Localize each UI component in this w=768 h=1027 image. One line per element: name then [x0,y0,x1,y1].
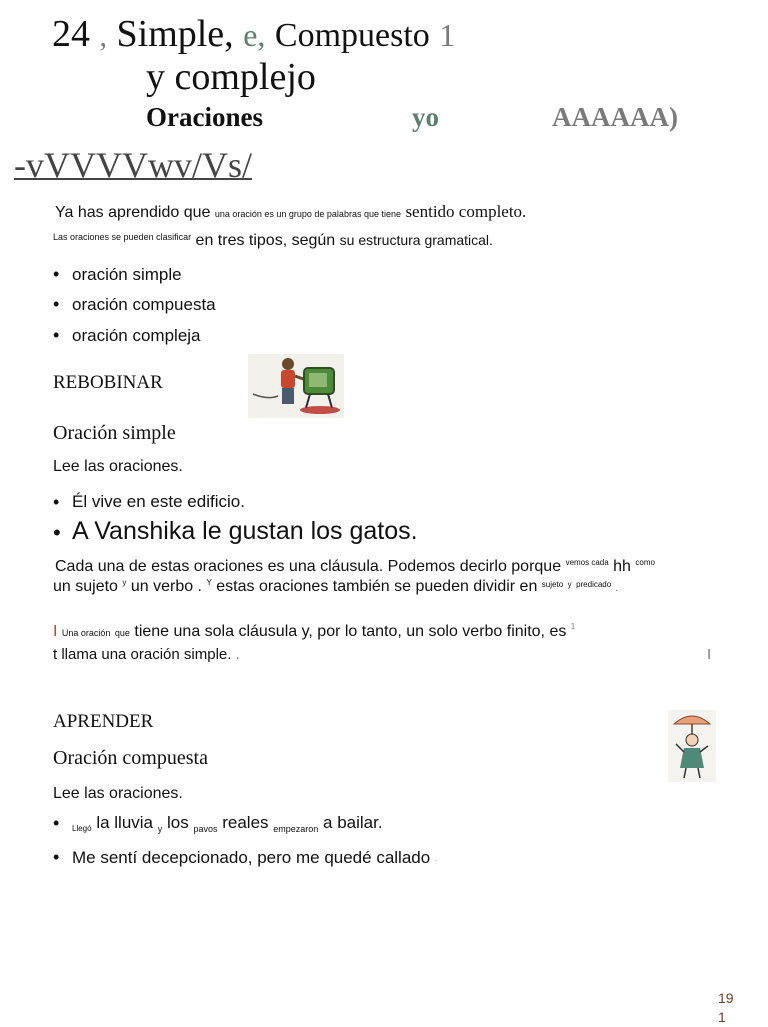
ex1-text-e: pavos [193,824,218,834]
expl-text-c: hh [613,558,631,575]
expl-text-b: vemos cada [565,558,609,567]
expl-text-f: y [122,578,127,587]
tv-man-illustration [248,354,344,418]
page-number-line-1: 19 [718,990,734,1006]
instruction-lee-2: Lee las oraciones. [53,785,183,802]
bullet-dot: • [53,325,60,345]
bullet-dot: • [53,847,60,867]
subtitle-yo: yo [412,102,439,132]
def-bar: I [53,623,58,640]
explanation-line-2 [53,578,618,596]
expl-text-i: estas oraciones también se pueden dividir en [216,578,538,595]
intro-text-a: Ya has aprendido que [55,204,211,221]
title-e: e, [243,17,266,53]
ex1-text-h: a bailar. [323,813,383,832]
ex2-text-b: · [434,856,438,865]
definition-line-1 [53,622,575,641]
expl-text-d: como [635,558,655,567]
title-compuesto: Compuesto [274,17,430,54]
title-line-1 [52,12,455,59]
bullet-dot: • [53,264,60,284]
page-number-line-2: 1 [718,1009,726,1025]
type-item-simple: oración simple [72,265,182,284]
section-heading-aprender: APRENDER [53,711,154,732]
expl-text-l: predicado [576,580,612,589]
expl-text-e: un sujeto [53,578,118,595]
bullet-dot: • [53,813,60,833]
instruction-lee-1: Lee las oraciones. [53,458,183,475]
expl-text-k: y [567,580,572,589]
title-one: 1 [439,17,456,53]
ex1-text-c: y [157,824,163,834]
expl-text-a: Cada una de estas oraciones es una cláusula. Podemos decirlo porque [55,558,562,575]
example-compuesta-1 [72,813,383,834]
intro-text-b: una oración es un grupo de palabras que tiene [214,209,401,219]
def-text-b: que [114,628,130,638]
ex2-text-a: Me sentí decepcionado, pero me quedé callado [72,848,431,867]
expl-text-h: Y [206,578,212,587]
intro-text-d: Las oraciones se pueden clasificar [53,232,192,242]
title-number: 24 [52,13,90,55]
subtitle-oraciones: Oraciones [146,102,263,132]
ex1-text-g: empezaron [273,824,319,834]
bullet-dot: • [53,492,60,512]
umbrella-girl-illustration [668,710,716,782]
girl-head [686,734,698,746]
expl-text-m: . [615,584,618,593]
section-heading-rebobinar: REBOBINAR [53,372,163,393]
def-text-c: tiene una sola cláusula y, por lo tanto, un solo verbo finito, es [134,623,567,640]
intro-line-2 [53,232,493,250]
subheading-oracion-compuesta: Oración compuesta [53,747,208,769]
ex1-text-d: los [166,813,189,832]
def-text-e: t llama una oración simple. [53,646,232,663]
intro-text-f: su estructura gramatical. [339,232,493,248]
intro-text-c: sentido completo. [405,202,527,221]
intro-line-1 [55,202,526,222]
example-compuesta-2 [72,848,438,868]
man-body [281,370,295,388]
subtitle-aaaaaa: AAAAAA) [552,102,678,132]
page-number [718,989,734,1027]
definition-line-2 [53,646,240,663]
explanation-line-1 [55,558,655,576]
example-simple-2: A Vanshika le gustan los gatos. [72,517,418,545]
subheading-oracion-simple: Oración simple [53,422,176,444]
definition-bar-right: I [707,646,712,663]
ex1-text-a: Llegó [72,824,92,833]
title-line-2: y complejo [146,56,316,98]
def-text-f: . [235,646,240,663]
title-comma: , [99,20,107,53]
type-item-compleja: oración compleja [72,326,201,345]
ex1-text-f: reales [222,813,269,832]
title-scribble: -vVVVVwv/Vs/ [14,145,252,185]
man-legs [282,388,294,404]
expl-text-j: sujeto [541,580,564,589]
def-text-d: 1 [570,622,576,631]
def-text-a: Una oración [61,628,111,638]
expl-text-g: un verbo . [130,578,202,595]
title-simple: Simple, [116,13,234,55]
ex1-text-b: la lluvia [96,813,154,832]
type-item-compuesta: oración compuesta [72,295,216,314]
bullet-dot: • [53,520,61,545]
intro-text-e: en tres tipos, según [195,232,336,249]
man-head [282,358,294,370]
bullet-dot: • [53,294,60,314]
example-simple-1: Él vive en este edificio. [72,492,245,511]
